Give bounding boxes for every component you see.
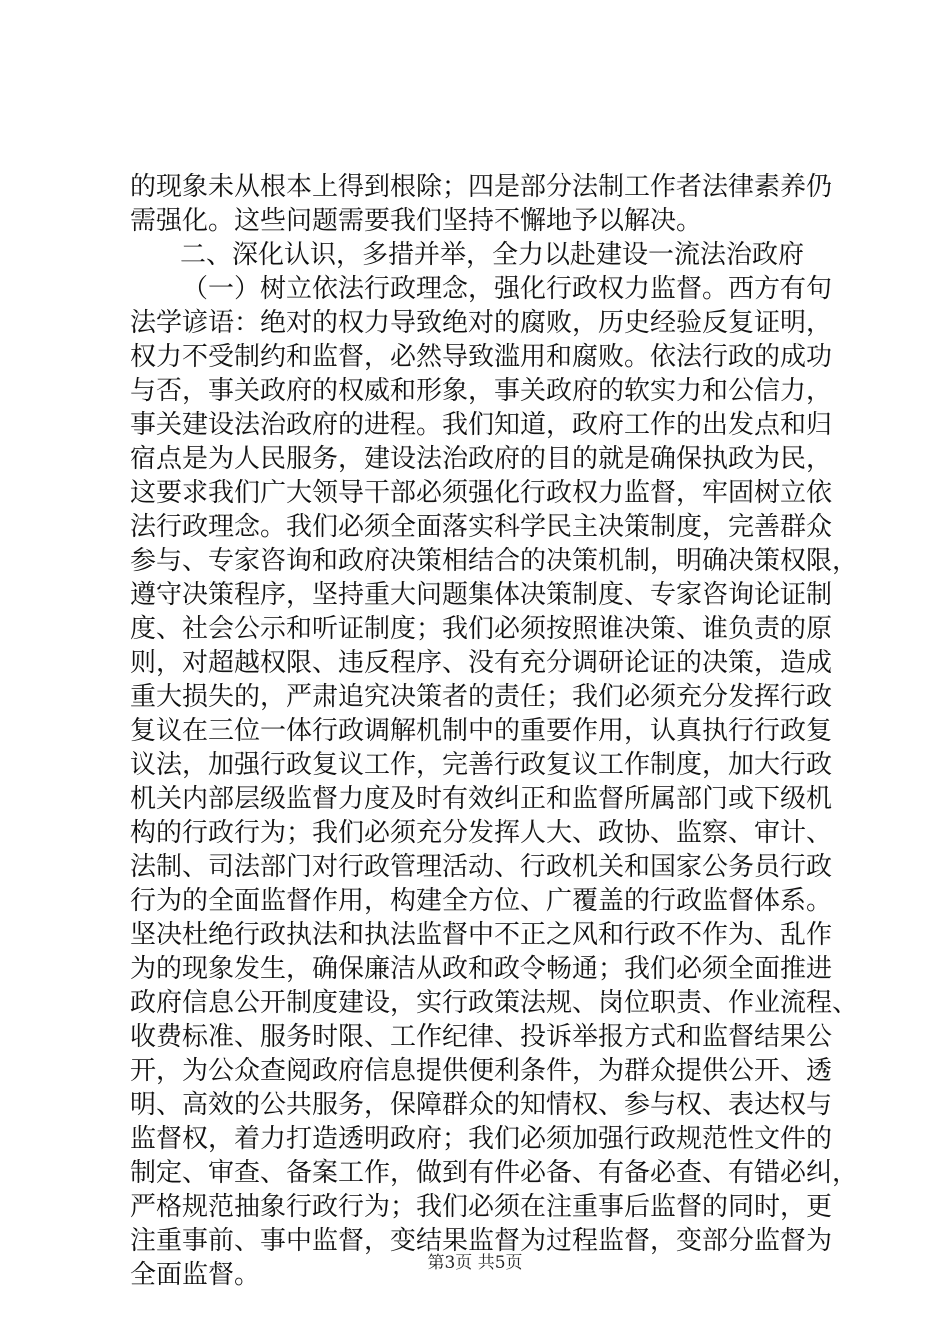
text-line: 则，对超越权限、违反程序、没有充分调研论证的决策，造成 <box>130 648 833 678</box>
subsection-heading-line: （一）树立依法行政理念，强化行政权力监督。西方有句 <box>182 274 833 304</box>
text-line: 事关建设法治政府的进程。我们知道，政府工作的出发点和归 <box>130 410 833 440</box>
text-line: 严格规范抽象行政行为；我们必须在注重事后监督的同时，更 <box>130 1192 833 1222</box>
text-line: 注重事前、事中监督，变结果监督为过程监督，变部分监督为 <box>130 1226 833 1256</box>
text-line: 制定、审查、备案工作，做到有件必备、有备必查、有错必纠， <box>130 1158 859 1188</box>
text-line: 行为的全面监督作用，构建全方位、广覆盖的行政监督体系。 <box>130 886 833 916</box>
text-line: 收费标准、服务时限、工作纪律、投诉举报方式和监督结果公 <box>130 1022 833 1052</box>
text-line: 复议在三位一体行政调解机制中的重要作用，认真执行行政复 <box>130 716 833 746</box>
text-line: 法行政理念。我们必须全面落实科学民主决策制度，完善群众 <box>130 512 833 542</box>
text-line: 机关内部层级监督力度及时有效纠正和监督所属部门或下级机 <box>130 784 833 814</box>
text-line: 度、社会公示和听证制度；我们必须按照谁决策、谁负责的原 <box>130 614 833 644</box>
text-line: 与否，事关政府的权威和形象，事关政府的软实力和公信力， <box>130 376 833 406</box>
text-line: 权力不受制约和监督，必然导致滥用和腐败。依法行政的成功 <box>130 342 833 372</box>
text-line: 参与、专家咨询和政府决策相结合的决策机制，明确决策权限， <box>130 546 859 576</box>
text-line: 政府信息公开制度建设，实行政策法规、岗位职责、作业流程、 <box>130 988 859 1018</box>
text-line: 坚决杜绝行政执法和执法监督中不正之风和行政不作为、乱作 <box>130 920 833 950</box>
text-line: 监督权，着力打造透明政府；我们必须加强行政规范性文件的 <box>130 1124 833 1154</box>
text-line: 遵守决策程序，坚持重大问题集体决策制度、专家咨询论证制 <box>130 580 833 610</box>
text-line: 宿点是为人民服务，建设法治政府的目的就是确保执政为民， <box>130 444 833 474</box>
text-line: 明、高效的公共服务，保障群众的知情权、参与权、表达权与 <box>130 1090 833 1120</box>
text-line: 构的行政行为；我们必须充分发挥人大、政协、监察、审计、 <box>130 818 833 848</box>
text-line: 需强化。这些问题需要我们坚持不懈地予以解决。 <box>130 206 703 236</box>
text-line: 全面监督。 <box>130 1260 261 1290</box>
text-line: 议法，加强行政复议工作，完善行政复议工作制度，加大行政 <box>130 750 833 780</box>
text-line: 这要求我们广大领导干部必须强化行政权力监督，牢固树立依 <box>130 478 833 508</box>
text-line: 法学谚语：绝对的权力导致绝对的腐败，历史经验反复证明， <box>130 308 833 338</box>
text-line: 为的现象发生，确保廉洁从政和政令畅通；我们必须全面推进 <box>130 954 833 984</box>
text-line: 开，为公众查阅政府信息提供便利条件，为群众提供公开、透 <box>130 1056 833 1086</box>
page-number-footer: 第3页 共5页 <box>427 1253 523 1273</box>
text-line: 重大损失的，严肃追究决策者的责任；我们必须充分发挥行政 <box>130 682 833 712</box>
section-heading: 二、深化认识，多措并举，全力以赴建设一流法治政府 <box>180 240 805 270</box>
body-text <box>130 170 859 1292</box>
text-line: 的现象未从根本上得到根除；四是部分法制工作者法律素养仍 <box>130 172 833 202</box>
text-line: 法制、司法部门对行政管理活动、行政机关和国家公务员行政 <box>130 852 833 882</box>
